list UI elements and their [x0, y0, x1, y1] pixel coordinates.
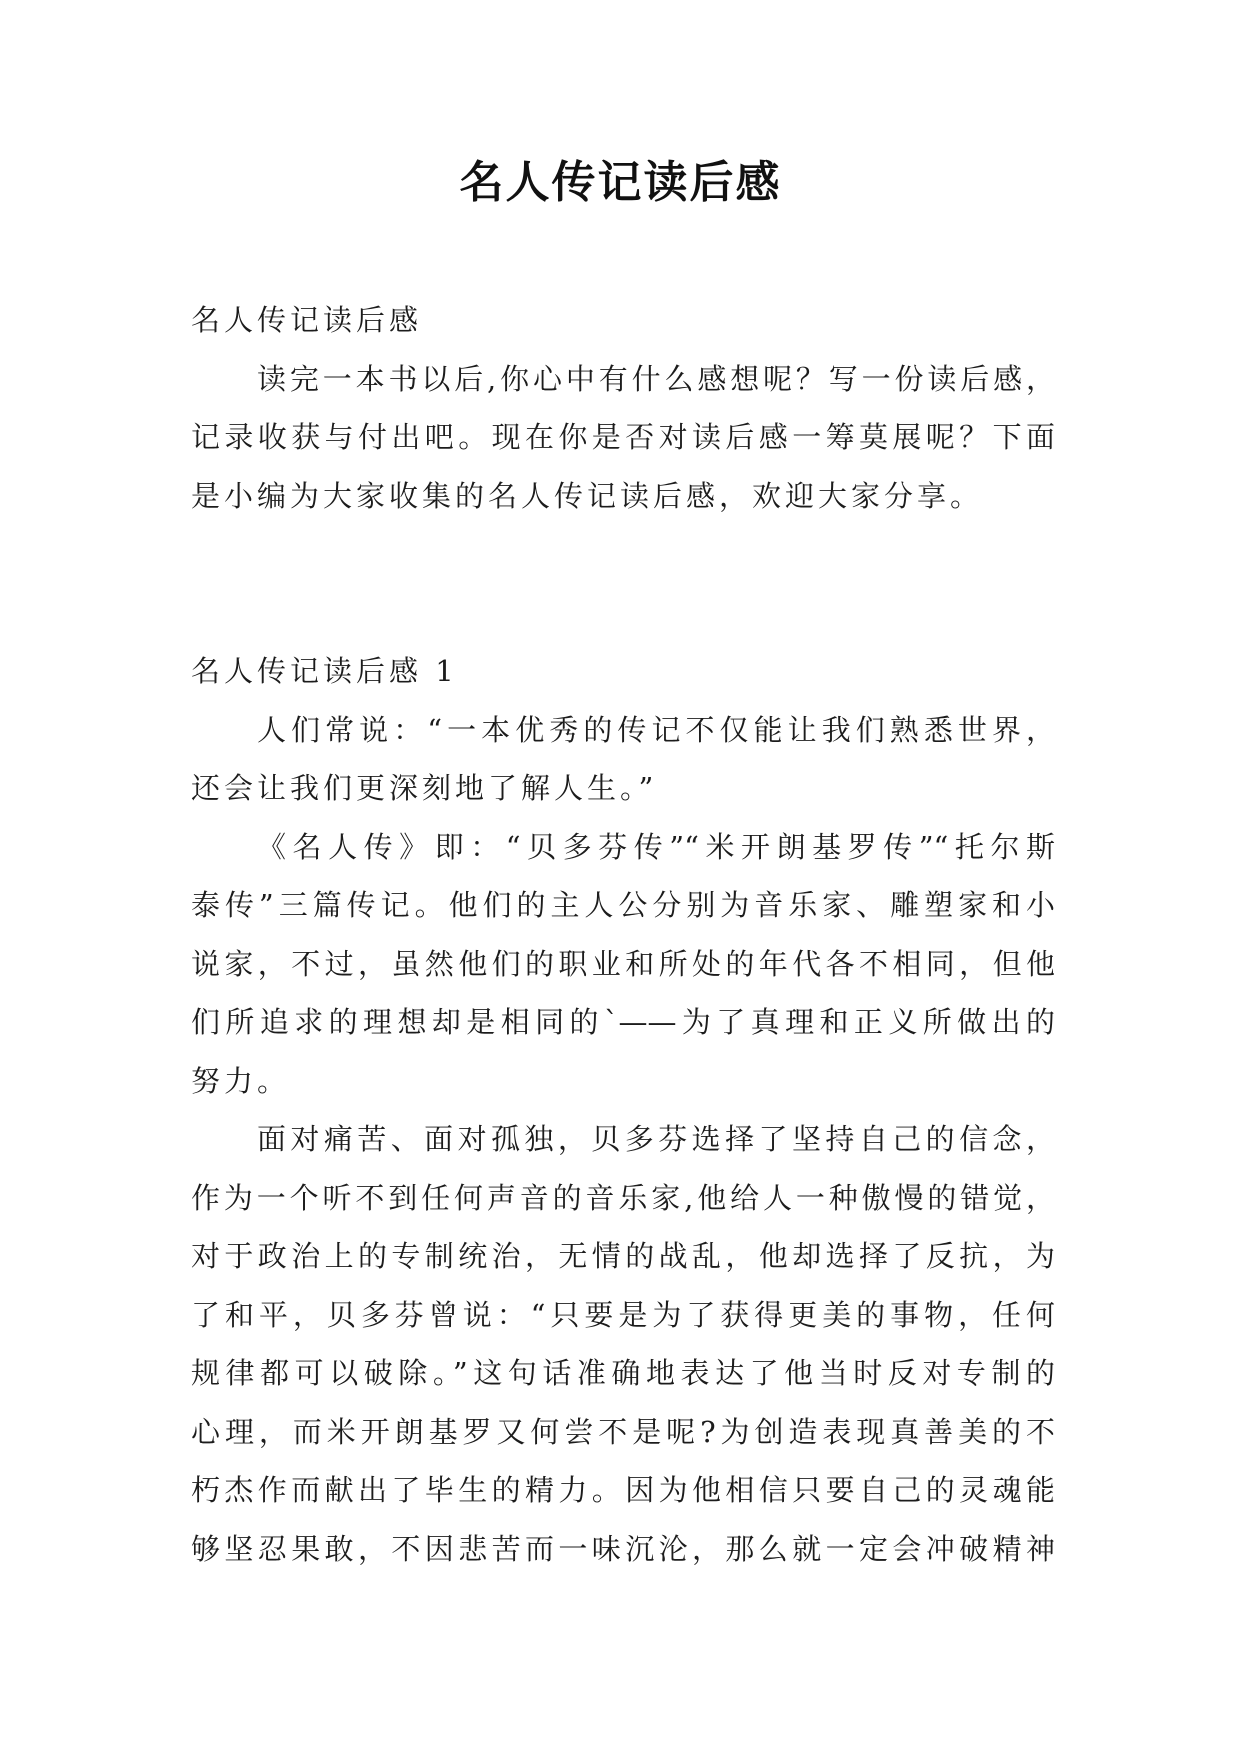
paragraph-line: 努力。	[191, 1063, 291, 1098]
paragraph-line: 还会让我们更深刻地了解人生。”	[191, 771, 658, 805]
paragraph-line: 泰传”三篇传记。他们的主人公分别为音乐家、雕塑家和小	[191, 888, 1055, 922]
paragraph-line: 对于政治上的专制统治，无情的战乱，他却选择了反抗，为	[191, 1239, 1055, 1273]
section-paragraph	[191, 701, 1055, 818]
section-heading: 名人传记读后感 1	[191, 654, 458, 688]
paragraph-line: 作为一个听不到任何声音的音乐家,他给人一种傲慢的错觉，	[191, 1180, 1055, 1215]
paragraph-line: 记录收获与付出吧。现在你是否对读后感一筹莫展呢？下面	[191, 420, 1055, 454]
paragraph-line: 规律都可以破除。”这句话准确地表达了他当时反对专制的	[191, 1356, 1055, 1390]
paragraph-line: 读完一本书以后,你心中有什么感想呢？写一份读后感，	[257, 361, 1055, 396]
document-body	[191, 291, 1055, 1578]
paragraph-line: 《名人传》即：“贝多芬传”“米开朗基罗传”“托尔斯	[257, 829, 1055, 864]
section-spacer	[191, 525, 1055, 642]
section-paragraph	[191, 1110, 1055, 1578]
document-title: 名人传记读后感	[459, 157, 782, 208]
paragraph-line: 心理，而米开朗基罗又何尝不是呢?为创造表现真善美的不	[191, 1414, 1055, 1449]
intro-paragraph	[191, 350, 1055, 526]
intro-heading: 名人传记读后感	[191, 303, 423, 337]
paragraph-line: 够坚忍果敢，不因悲苦而一味沉沦，那么就一定会冲破精神	[191, 1531, 1055, 1566]
paragraph-line: 们所追求的理想却是相同的`——为了真理和正义所做出的	[191, 1005, 1055, 1039]
paragraph-line: 说家，不过，虽然他们的职业和所处的年代各不相同，但他	[191, 946, 1055, 981]
paragraph-line: 朽杰作而献出了毕生的精力。因为他相信只要自己的灵魂能	[191, 1473, 1055, 1507]
section-paragraph	[191, 818, 1055, 1111]
paragraph-line: 面对痛苦、面对孤独，贝多芬选择了坚持自己的信念，	[257, 1122, 1055, 1156]
paragraph-line: 了和平，贝多芬曾说：“只要是为了获得更美的事物，任何	[191, 1297, 1055, 1332]
paragraph-line: 是小编为大家收集的名人传记读后感，欢迎大家分享。	[191, 478, 984, 513]
paragraph-line: 人们常说：“一本优秀的传记不仅能让我们熟悉世界，	[257, 712, 1055, 747]
